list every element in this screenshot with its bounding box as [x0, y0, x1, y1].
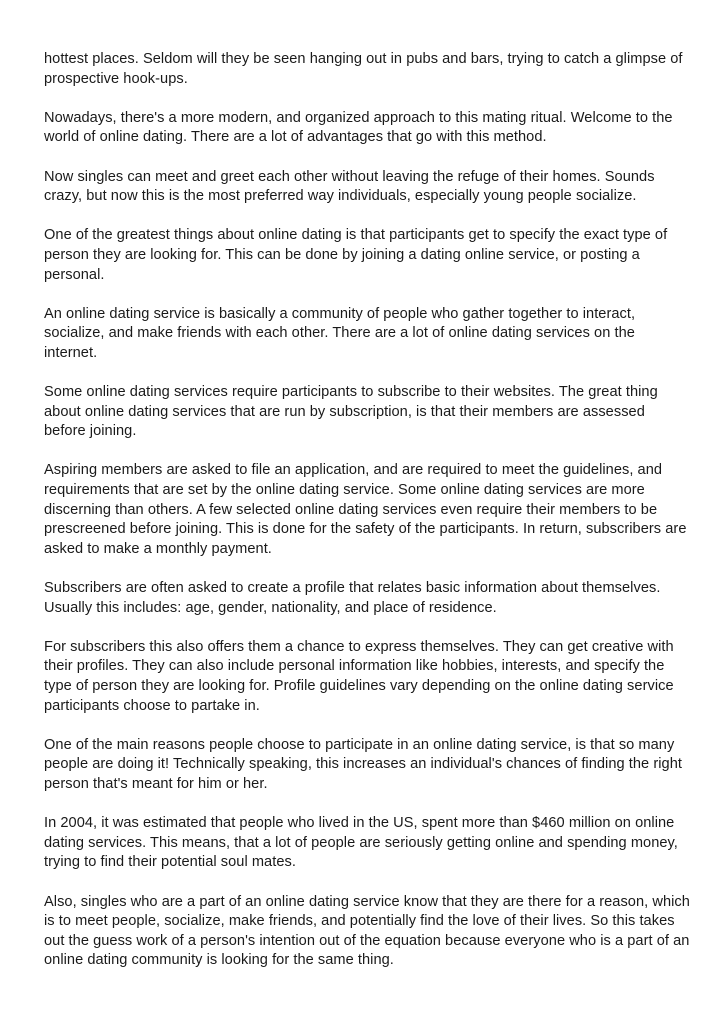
paragraph-5: An online dating service is basically a community of people who gather together to interact, socialize, and make friends with each other. There are a lot of online dating services on the internet.: [44, 305, 636, 361]
paragraph-4: One of the greatest things about online dating is that participants get to specify the exact type of person they are looking for. This can be done by joining a dating online service, or posting a personal.: [44, 227, 668, 283]
paragraph-12: Also, singles who are a part of an online dating service know that they are there for a reason, which is to meet people, socialize, make friends, and potentially find the love of their lives. So this takes out the guess work of a person's intention out of the equation because everyone who is a part of an online dating community is looking for the same thing.: [44, 893, 690, 969]
paragraph-2: Nowadays, there's a more modern, and organized approach to this mating ritual. Welcome to the world of online dating. There are a lot of advantages that go with this method.: [44, 109, 673, 146]
paragraph-8: Subscribers are often asked to create a profile that relates basic information about themselves. Usually this includes: age, gender, nationality, and place of residence.: [44, 580, 661, 616]
paragraph-6: Some online dating services require participants to subscribe to their websites. The great thing about online dating services that are run by subscription, is that their members are assessed before joining.: [44, 384, 658, 440]
document-body: [44, 50, 690, 971]
paragraph-1: hottest places. Seldom will they be seen hanging out in pubs and bars, trying to catch a glimpse of prospective hook-ups.: [44, 51, 683, 87]
paragraph-9: For subscribers this also offers them a chance to express themselves. They can get creative with their profiles. They can also include personal information like hobbies, interests, and specify the type of person they are looking for. Profile guidelines vary depending on the online dating service participants choose to partake in.: [44, 638, 674, 714]
paragraph-10: One of the main reasons people choose to participate in an online dating service, is that so many people are doing it! Technically speaking, this increases an individual's chances of finding the right person that's meant for him or her.: [44, 736, 682, 792]
paragraph-3: Now singles can meet and greet each other without leaving the refuge of their homes. Sounds crazy, but now this is the most preferred way individuals, especially young people socialize.: [44, 168, 655, 205]
paragraph-11: In 2004, it was estimated that people who lived in the US, spent more than $460 million on online dating services. This means, that a lot of people are seriously getting online and spending money, trying to find their potential soul mates.: [44, 815, 678, 871]
paragraph-7: Aspiring members are asked to file an application, and are required to meet the guidelines, and requirements that are set by the online dating service. Some online dating services are more discerning than others. A few selected online dating services even require their members to be prescreened before joining. This is done for the safety of the participants. In return, subscribers are asked to make a monthly payment.: [44, 462, 687, 557]
